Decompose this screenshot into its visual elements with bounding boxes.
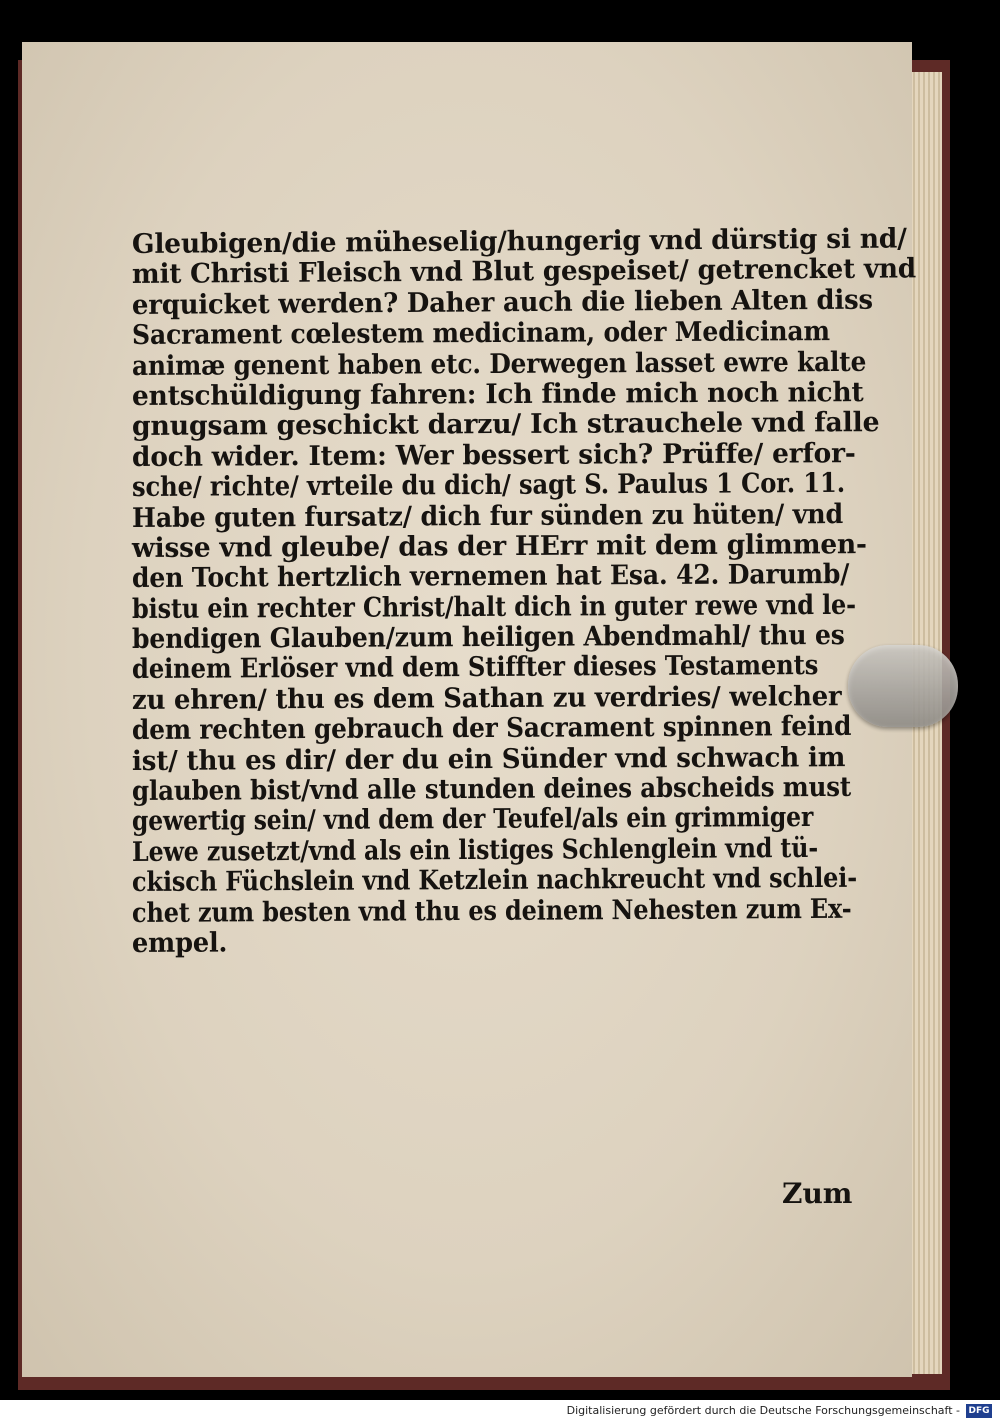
footer — [0, 1400, 1000, 1422]
text-line: deinem Erlöser vnd dem Stiffter dieses Testaments — [131, 650, 819, 686]
text-line: Habe guten fursatz/ dich fur sünden zu hüten/ vnd — [131, 498, 844, 534]
text-line: entschüldigung fahren: Ich finde mich noch nicht — [131, 377, 864, 412]
text-line: Sacrament cœlestem medicinam, oder Medicinam — [131, 316, 830, 352]
text-line: bistu ein rechter Christ/halt dich in guter rewe vnd le- — [131, 589, 856, 625]
text-line: bendigen Glauben/zum heiligen Abendmahl/ thu es — [131, 620, 845, 656]
dfg-logo: DFG — [966, 1404, 992, 1418]
text-line: glauben bist/vnd alle stunden deines abscheids must — [131, 771, 852, 808]
footer-credit: Digitalisierung gefördert durch die Deutsche Forschungsgemeinschaft - — [566, 1404, 960, 1417]
text-block — [131, 223, 917, 959]
catchword: Zum — [782, 1177, 853, 1210]
text-line: ckisch Füchslein vnd Ketzlein nachkreucht vnd schlei- — [131, 862, 858, 899]
text-line: gnugsam geschickt darzu/ Ich strauchele vnd falle — [131, 407, 880, 443]
text-line: mit Christi Fleisch vnd Blut gespeiset/ getrencket vnd — [131, 253, 917, 291]
text-line: dem rechten gebrauch der Sacrament spinnen feind — [131, 711, 852, 747]
text-line: chet zum besten vnd thu es deinem Nehesten zum Ex- — [131, 893, 852, 929]
page-clip — [848, 645, 958, 727]
text-line: doch wider. Item: Wer bessert sich? Prüffe/ erfor- — [131, 437, 856, 473]
text-line: ist/ thu es dir/ der du ein Sünder vnd schwach im — [131, 741, 846, 777]
book-page — [22, 42, 917, 1377]
text-line: zu ehren/ thu es dem Sathan zu verdries/ welcher — [131, 680, 842, 716]
text-line: sche/ richte/ vrteile du dich/ sagt S. Paulus 1 Cor. 11. — [131, 467, 846, 504]
text-line: Lewe zusetzt/vnd als ein listiges Schlenglein vnd tü- — [131, 832, 819, 868]
text-line: wisse vnd gleube/ das der HErr mit dem glimmen- — [131, 528, 867, 564]
text-line: Gleubigen/die müheselig/hungerig vnd dürstig si nd/ — [131, 223, 907, 260]
text-line: erquicket werden? Daher auch die lieben Alten diss — [131, 284, 873, 321]
bleed-through-text — [142, 1132, 842, 1162]
text-line: gewertig sein/ vnd dem der Teufel/als ein grimmiger — [131, 802, 814, 838]
text-line: empel. — [131, 927, 228, 959]
text-line: den Tocht hertzlich vernemen hat Esa. 42. Darumb/ — [131, 559, 850, 595]
text-line: animæ genent haben etc. Derwegen lasset ewre kalte — [131, 346, 867, 382]
